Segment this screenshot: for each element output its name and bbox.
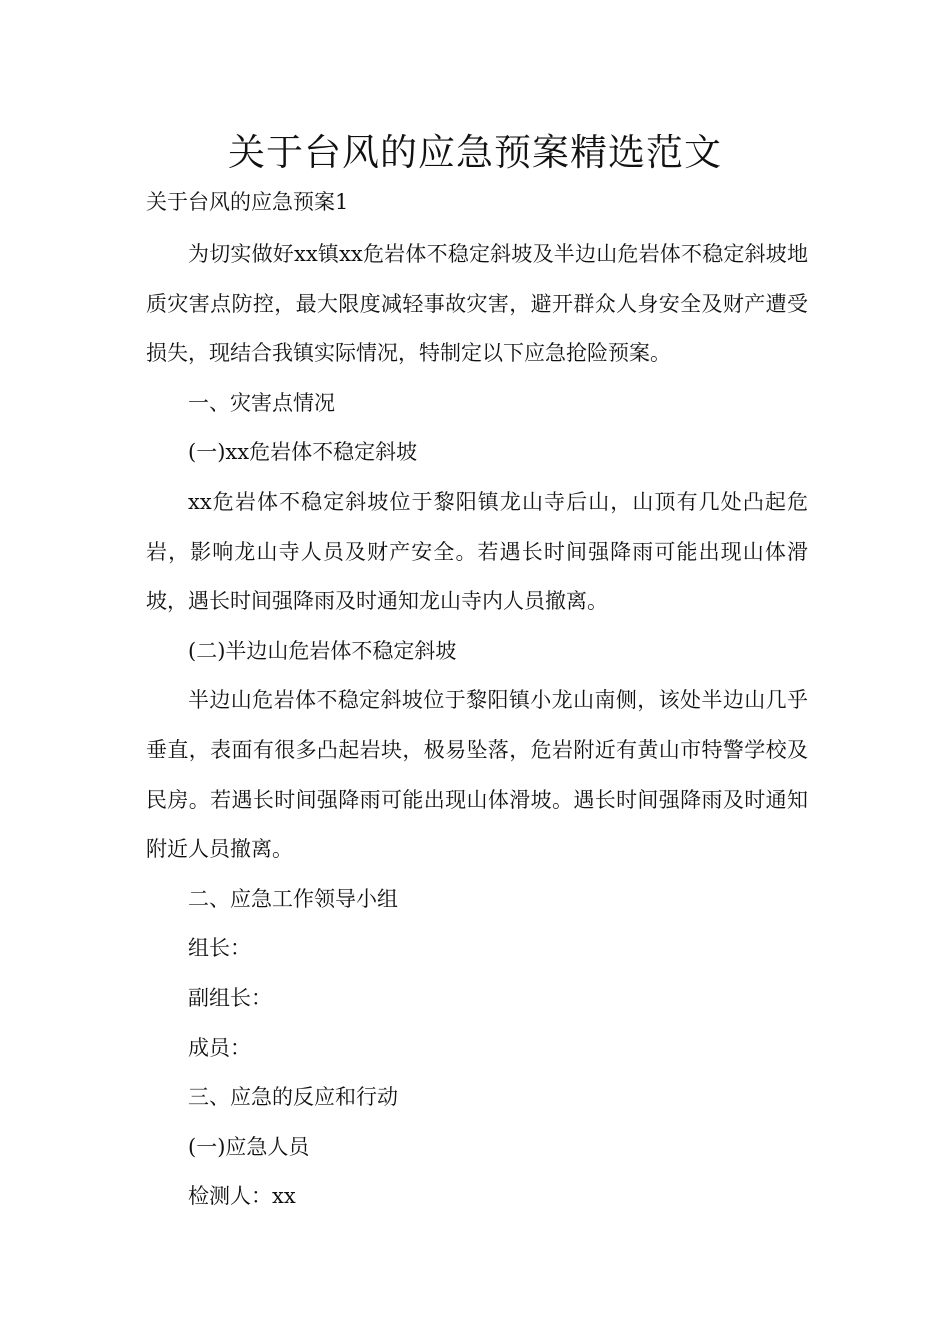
subsection-heading-1-2: (二)半边山危岩体不稳定斜坡: [188, 638, 457, 663]
section-heading-3: 三、应急的反应和行动: [188, 1085, 398, 1110]
members-line: 成员：: [188, 1035, 251, 1060]
paragraph-1-1: xx危岩体不稳定斜坡位于黎阳镇龙山寺后山，山顶有几处凸起危岩，影响龙山寺人员及财产安全。若遇长时间强降雨可能出现山体滑坡，遇长时间强降雨及时通知龙山寺内人员撤离。: [146, 489, 808, 614]
subsection-heading-3-1: (一)应急人员: [188, 1134, 310, 1159]
document-body: [146, 230, 808, 1222]
section-heading-1: 一、灾害点情况: [188, 390, 335, 415]
deputy-leader-line: 副组长：: [188, 985, 272, 1010]
inspector-line: 检测人：xx: [188, 1184, 296, 1209]
document-title: 关于台风的应急预案精选范文: [228, 131, 722, 174]
team-leader-line: 组长：: [188, 936, 251, 961]
document-subtitle: 关于台风的应急预案1: [146, 190, 349, 214]
section-heading-2: 二、应急工作领导小组: [188, 886, 398, 911]
subsection-heading-1-1: (一)xx危岩体不稳定斜坡: [188, 440, 418, 465]
paragraph-1-2: 半边山危岩体不稳定斜坡位于黎阳镇小龙山南侧，该处半边山几乎垂直，表面有很多凸起岩块，极易坠落，危岩附近有黄山市特警学校及民房。若遇长时间强降雨可能出现山体滑坡。遇长时间强降雨及时通知附近人员撤离。: [146, 688, 808, 862]
paragraph-intro: 为切实做好xx镇xx危岩体不稳定斜坡及半边山危岩体不稳定斜坡地质灾害点防控，最大限度减轻事故灾害，避开群众人身安全及财产遭受损失，现结合我镇实际情况，特制定以下应急抢险预案。: [146, 242, 808, 366]
